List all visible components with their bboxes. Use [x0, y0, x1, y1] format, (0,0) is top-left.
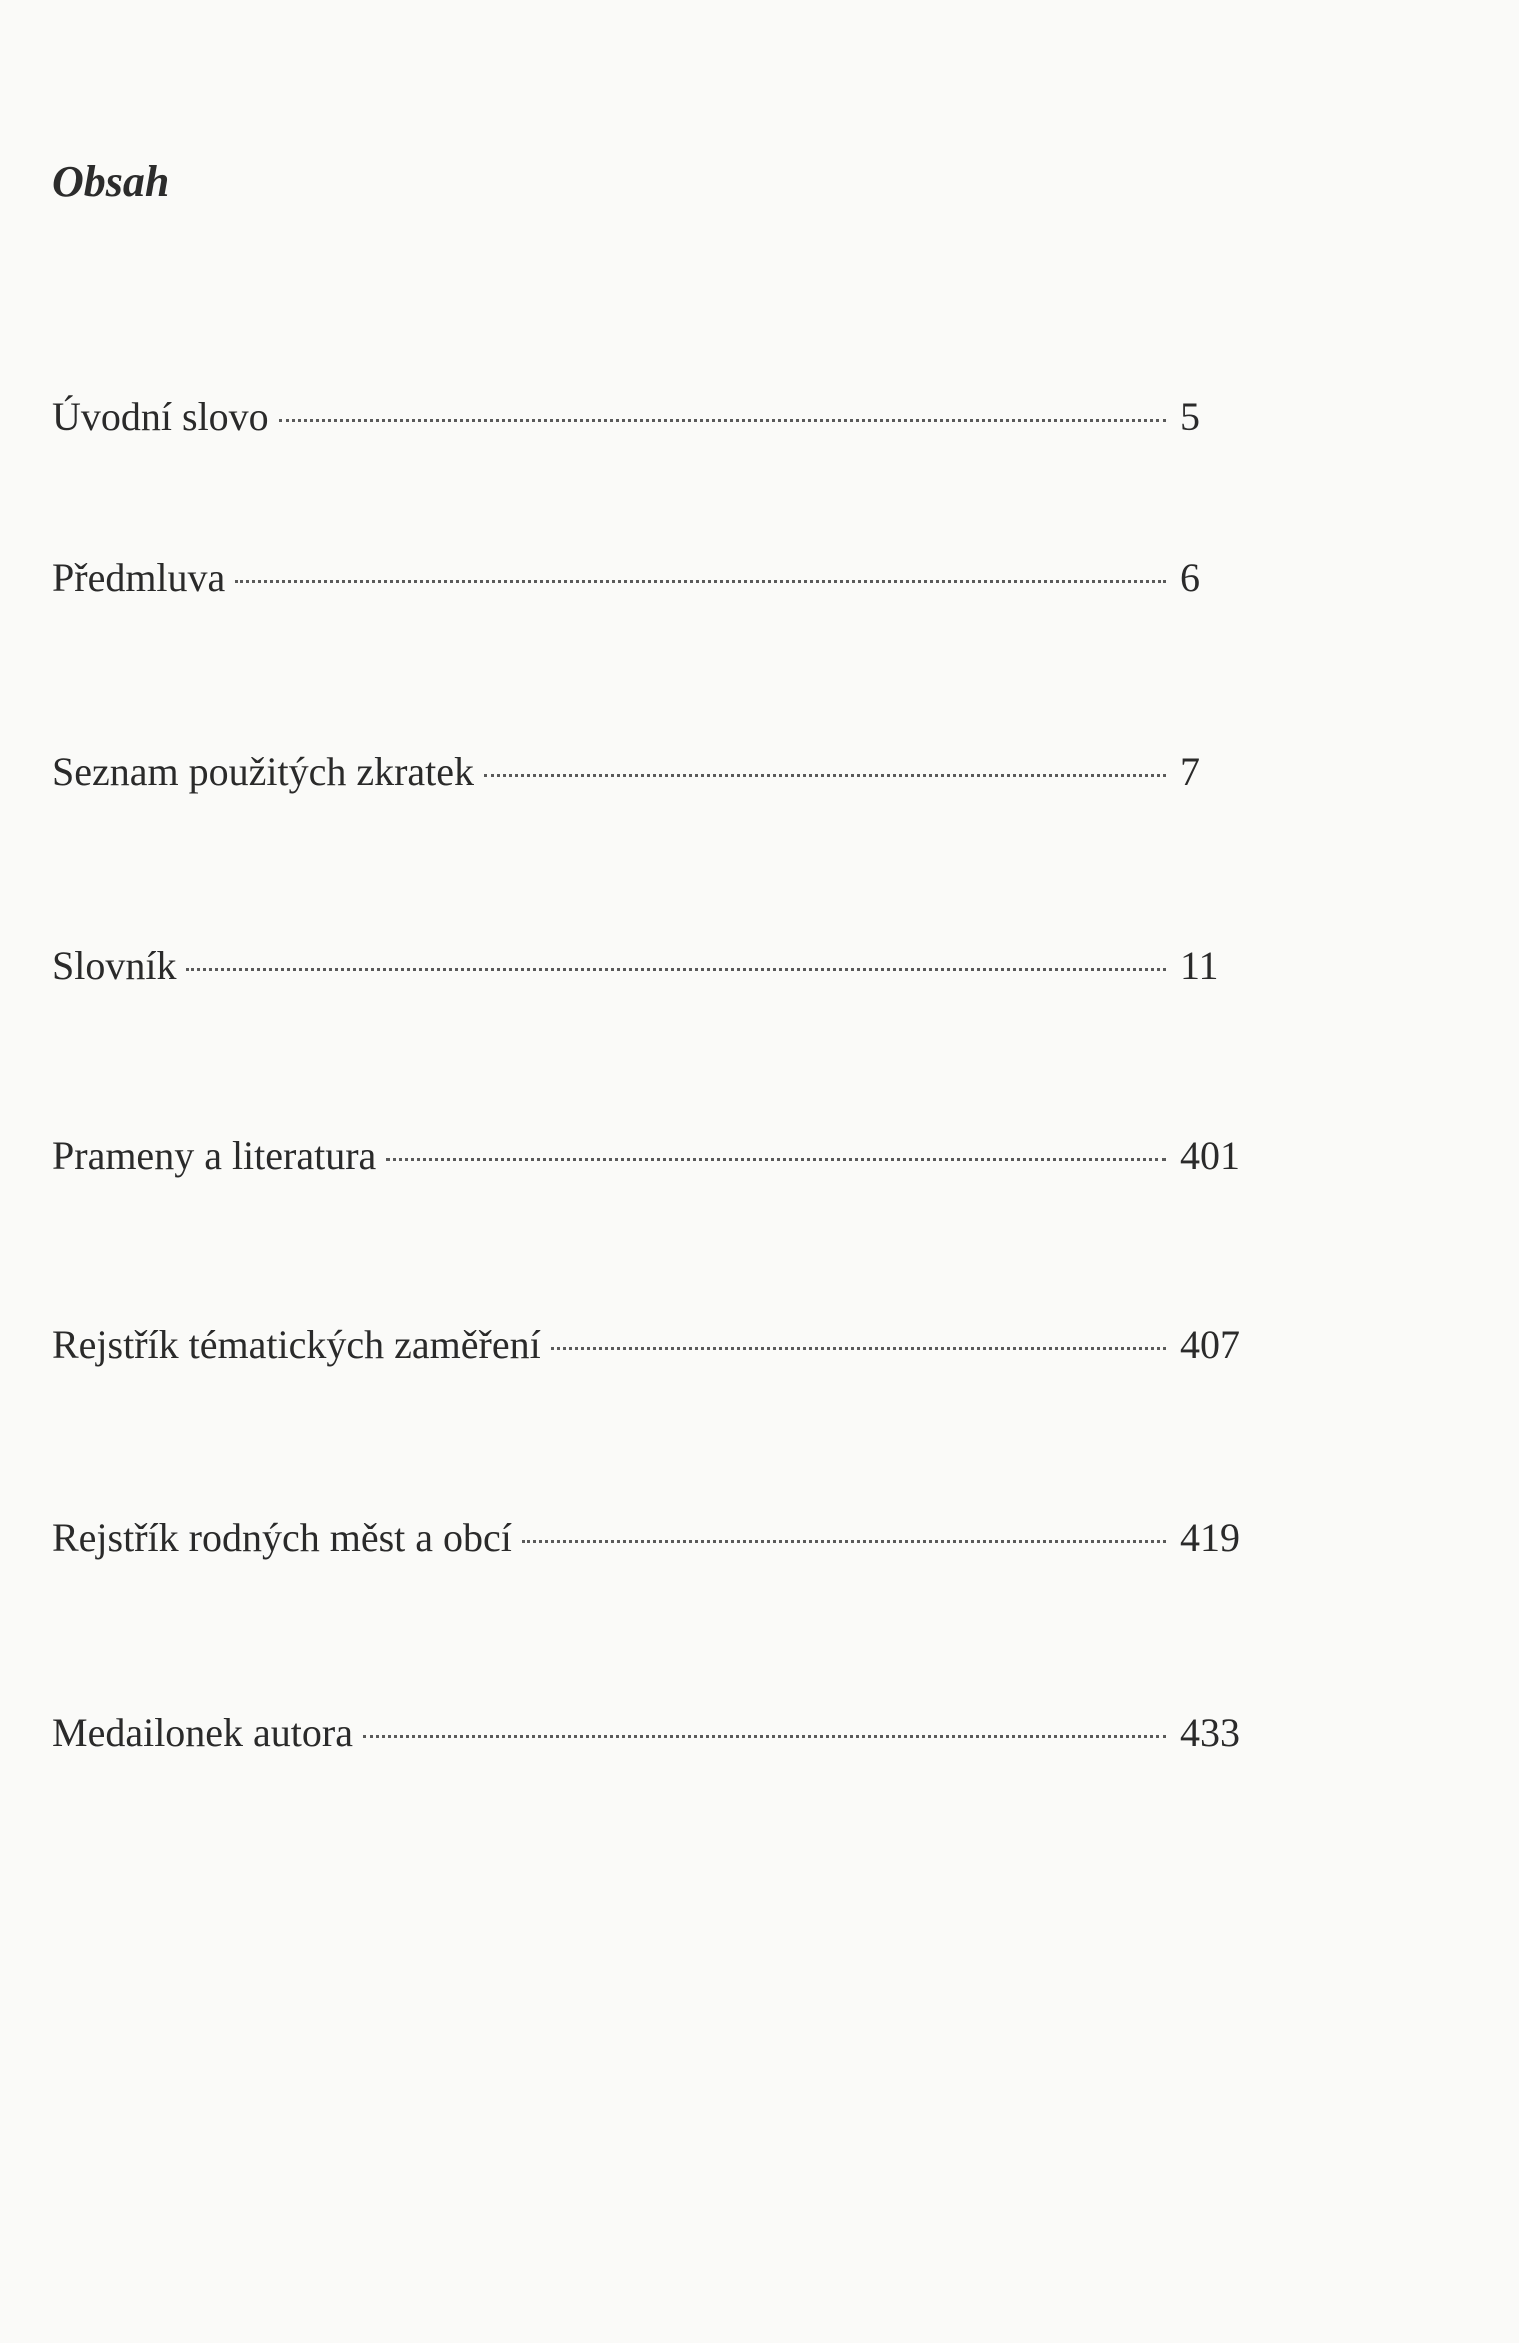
toc-entry-label: Úvodní slovo: [52, 394, 269, 439]
toc-entry-page: 6: [1180, 555, 1200, 600]
toc-entry-page: 7: [1180, 749, 1200, 794]
toc-entry: [52, 1133, 1240, 1178]
leader-dots: [484, 774, 1166, 777]
toc-entry-page: 401: [1180, 1133, 1240, 1178]
leader-dots: [279, 419, 1166, 422]
leader-dots: [363, 1735, 1166, 1738]
toc-entry: [52, 394, 1232, 439]
toc-entry-label: Medailonek autora: [52, 1710, 353, 1755]
toc-entry-label: Prameny a literatura: [52, 1133, 377, 1178]
toc-entry: [52, 1322, 1240, 1367]
toc-entry-label: Rejstřík tématických zaměření: [52, 1322, 541, 1367]
toc-entry-page: 433: [1180, 1710, 1240, 1755]
toc-entry-label: Slovník: [52, 943, 177, 988]
toc-entry-page: 419: [1180, 1515, 1240, 1560]
leader-dots: [386, 1158, 1166, 1161]
toc-entry-page: 11: [1180, 943, 1219, 988]
toc-entry-label: Seznam použitých zkratek: [52, 749, 475, 794]
leader-dots: [551, 1347, 1166, 1350]
toc-entry-label: Předmluva: [52, 555, 226, 600]
toc-entry: [52, 1515, 1240, 1560]
toc-entry: [52, 555, 1232, 600]
leader-dots: [186, 968, 1166, 971]
leader-dots: [522, 1540, 1166, 1543]
toc-entry: [52, 1710, 1240, 1755]
leader-dots: [235, 580, 1166, 583]
page-title: Obsah: [52, 157, 170, 206]
toc-entry-page: 407: [1180, 1322, 1240, 1367]
toc-entry: [52, 749, 1232, 794]
toc-entry: [52, 943, 1232, 988]
toc-entry-label: Rejstřík rodných měst a obcí: [52, 1515, 512, 1560]
toc-entry-page: 5: [1180, 394, 1200, 439]
